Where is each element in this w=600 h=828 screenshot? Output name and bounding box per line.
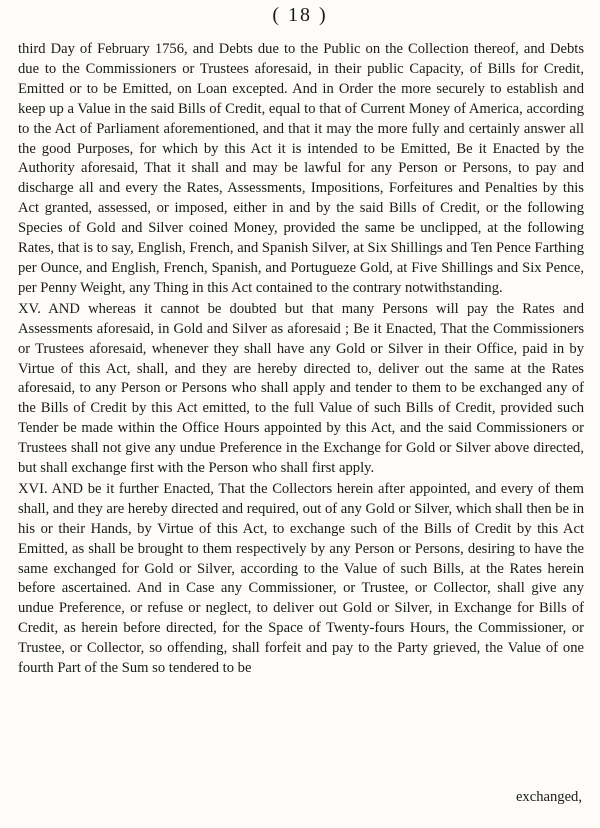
paragraph-section-xvi: XVI. AND be it further Enacted, That the Collectors herein after appointed, and every of them shall, and they are hereby directed and required, out of any Gold or Silver, which shall then be in his or their Hands, by Virtue of this Act, to exchange such of the Bills of Credit by this Act Emitted, as shall be brought to them respectively by any Person or Persons, desiring to have the same exchanged for Gold or Silver, according to the Value of such Bills, at the Rates herein before ascertained. And in Case any Commissioner, or Trustee, or Collector, shall give any undue Preference, or refuse or neglect, to deliver out Gold or Silver, in Exchange for Bills of Credit, as herein before directed, for the Space of Twenty-fours Hours, the Commissioner, or Trustee, or Collector, so offending, shall forfeit and pay to the Party grieved, the Value of one fourth Part of the Sum so tendered to be <box>18 480 584 677</box>
paragraph-section-xv: XV. AND whereas it cannot be doubted but that many Persons will pay the Rates and Assessments aforesaid, in Gold and Silver as aforesaid ; Be it Enacted, That the Commissioners or Trustees aforesaid, whenever they shall have any Gold or Silver in their Office, paid in by Virtue of this Act, shall, and they are hereby directed to, deliver out the same at the Rates aforesaid, to any Person or Persons who shall apply and tender to them to be exchanged any of the Bills of Credit by this Act emitted, to the full Value of such Bills of Credit, provided such Tender be made within the Office Hours appointed by this Act, and the said Commissioners or Trustees shall not give any undue Preference in the Exchange for Gold or Silver above directed, but shall exchange first with the Person who shall first apply. <box>18 300 584 477</box>
page-number: ( 18 ) <box>272 4 328 26</box>
catchword: exchanged, <box>515 789 582 805</box>
body-text <box>18 40 584 679</box>
paragraph-continuation: third Day of February 1756, and Debts due to the Public on the Collection thereof, and Debts due to the Commissioners or Trustees aforesaid, in their public Capacity, of Bills for Credit, Emitted or to be Emitted, on Loan excepted. And in Order the more securely to establish and keep up a Value in the said Bills of Credit, equal to that of Current Money of America, according to the Act of Parliament aforementioned, and that it may the more fully and certainly answer all the good Purposes, for which by this Act it is intended to be Emitted, Be it Enacted by the Authority aforesaid, That it shall and may be lawful for any Person or Persons, to pay and discharge all and every the Rates, Assessments, Impositions, Forfeitures and Penalties by this Act granted, assessed, or imposed, either in and by the said Bills of Credit, or the following Species of Gold and Silver coined Money, provided the same be unclipped, at the following Rates, that is to say, English, French, and Spanish Silver, at Six Shillings and Ten Pence Farthing per Ounce, and English, French, Spanish, and Portugueze Gold, at Five Shillings and Six Pence, per Penny Weight, any Thing in this Act contained to the contrary notwithstanding. <box>18 41 584 296</box>
